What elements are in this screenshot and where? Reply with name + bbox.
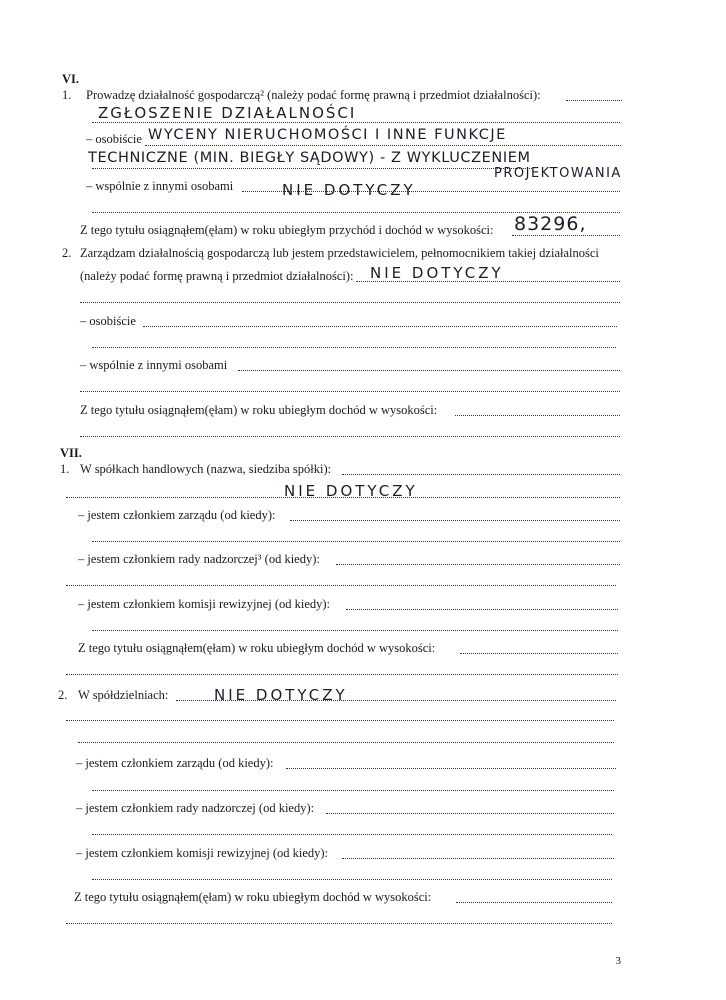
dotted-line — [336, 564, 620, 565]
dotted-line — [326, 813, 614, 814]
personally-label: – osobiście — [86, 132, 142, 146]
business-activity-text: Prowadzę działalność gospodarczą² (należy podać formę prawną i przedmiot działalności): — [86, 88, 541, 102]
board-member-label: – jestem członkiem zarządu (od kiedy): — [78, 508, 276, 522]
jointly-label: – wspólnie z innymi osobami — [80, 358, 228, 372]
handwritten-not-applicable: NIE DOTYCZY — [214, 686, 348, 704]
dotted-line — [346, 609, 618, 610]
income-text: Z tego tytułu osiągnąłem(ęłam) w roku ubiegłym dochód w wysokości: — [78, 641, 436, 655]
item-number: 2. — [58, 688, 68, 702]
audit-committee-label: – jestem członkiem komisji rewizyjnej (od kiedy): — [76, 846, 329, 860]
section-6-heading: VI. — [62, 72, 80, 86]
personally-label: – osobiście — [80, 314, 136, 328]
dotted-line — [66, 720, 614, 721]
supervisory-board-label: – jestem członkiem rady nadzorczej (od kiedy): — [76, 801, 315, 815]
dotted-line — [78, 742, 614, 743]
dotted-line — [92, 834, 612, 835]
dotted-line — [455, 415, 620, 416]
dotted-line — [66, 674, 618, 675]
dotted-line — [80, 391, 620, 392]
page-number: 3 — [615, 955, 621, 967]
jointly-label: – wspólnie z innymi osobami — [86, 179, 234, 193]
management-text: Zarządzam działalnością gospodarczą lub jestem przedstawicielem, pełnomocnikiem takiej działalności — [80, 246, 599, 260]
dotted-line — [290, 520, 620, 521]
section-7-heading: VII. — [60, 446, 82, 460]
income-text: Z tego tytułu osiągnąłem(ęłam) w roku ubiegłym przychód i dochód w wysokości: — [80, 223, 494, 237]
board-member-label: – jestem członkiem zarządu (od kiedy): — [76, 756, 274, 770]
dotted-line — [456, 902, 612, 903]
dotted-line — [80, 302, 620, 303]
dotted-line — [92, 790, 614, 791]
dotted-line — [92, 541, 620, 542]
dotted-line — [460, 653, 618, 654]
dotted-line — [143, 326, 617, 327]
audit-committee-label: – jestem członkiem komisji rewizyjnej (od kiedy): — [78, 597, 331, 611]
dotted-line — [92, 347, 616, 348]
cooperatives-text: W spółdzielniach: — [78, 688, 169, 702]
handwritten-not-applicable: NIE DOTYCZY — [282, 181, 416, 199]
handwritten-business-form: ZGŁOSZENIE DZIAŁALNOŚCI — [98, 104, 357, 122]
dotted-line — [92, 630, 618, 631]
handwritten-not-applicable: NIE DOTYCZY — [370, 264, 504, 282]
dotted-line — [512, 235, 620, 236]
handwritten-activity-line-3: PROJEKTOWANIA — [494, 166, 622, 181]
dotted-line — [145, 145, 621, 146]
item-number: 1. — [62, 88, 72, 102]
dotted-line — [342, 858, 614, 859]
commercial-companies-text: W spółkach handlowych (nazwa, siedziba spółki): — [80, 462, 332, 476]
supervisory-board-label: – jestem członkiem rady nadzorczej³ (od kiedy): — [78, 552, 320, 566]
dotted-line — [238, 370, 620, 371]
dotted-line — [92, 122, 620, 123]
dotted-line — [66, 585, 616, 586]
handwritten-income-amount: 83296, — [514, 213, 587, 235]
income-text: Z tego tytułu osiągnąłem(ęłam) w roku ubiegłym dochód w wysokości: — [74, 890, 432, 904]
dotted-line — [92, 879, 612, 880]
handwritten-activity-line-2: TECHNICZNE (MIN. BIEGŁY SĄDOWY) - Z WYKLUCZENIEM — [88, 150, 531, 166]
income-text: Z tego tytułu osiągnąłem(ęłam) w roku ubiegłym dochód w wysokości: — [80, 403, 438, 417]
item-number: 1. — [60, 462, 70, 476]
handwritten-activity-line-1: WYCENY NIERUCHOMOŚCI I INNE FUNKCJE — [148, 127, 507, 143]
dotted-line — [286, 768, 616, 769]
management-form-text: (należy podać formę prawną i przedmiot działalności): — [80, 269, 354, 283]
dotted-line — [80, 436, 620, 437]
dotted-line — [566, 100, 622, 101]
item-number: 2. — [62, 246, 72, 260]
handwritten-not-applicable: NIE DOTYCZY — [284, 482, 418, 500]
dotted-line — [66, 923, 612, 924]
dotted-line — [92, 168, 532, 169]
dotted-line — [342, 474, 620, 475]
